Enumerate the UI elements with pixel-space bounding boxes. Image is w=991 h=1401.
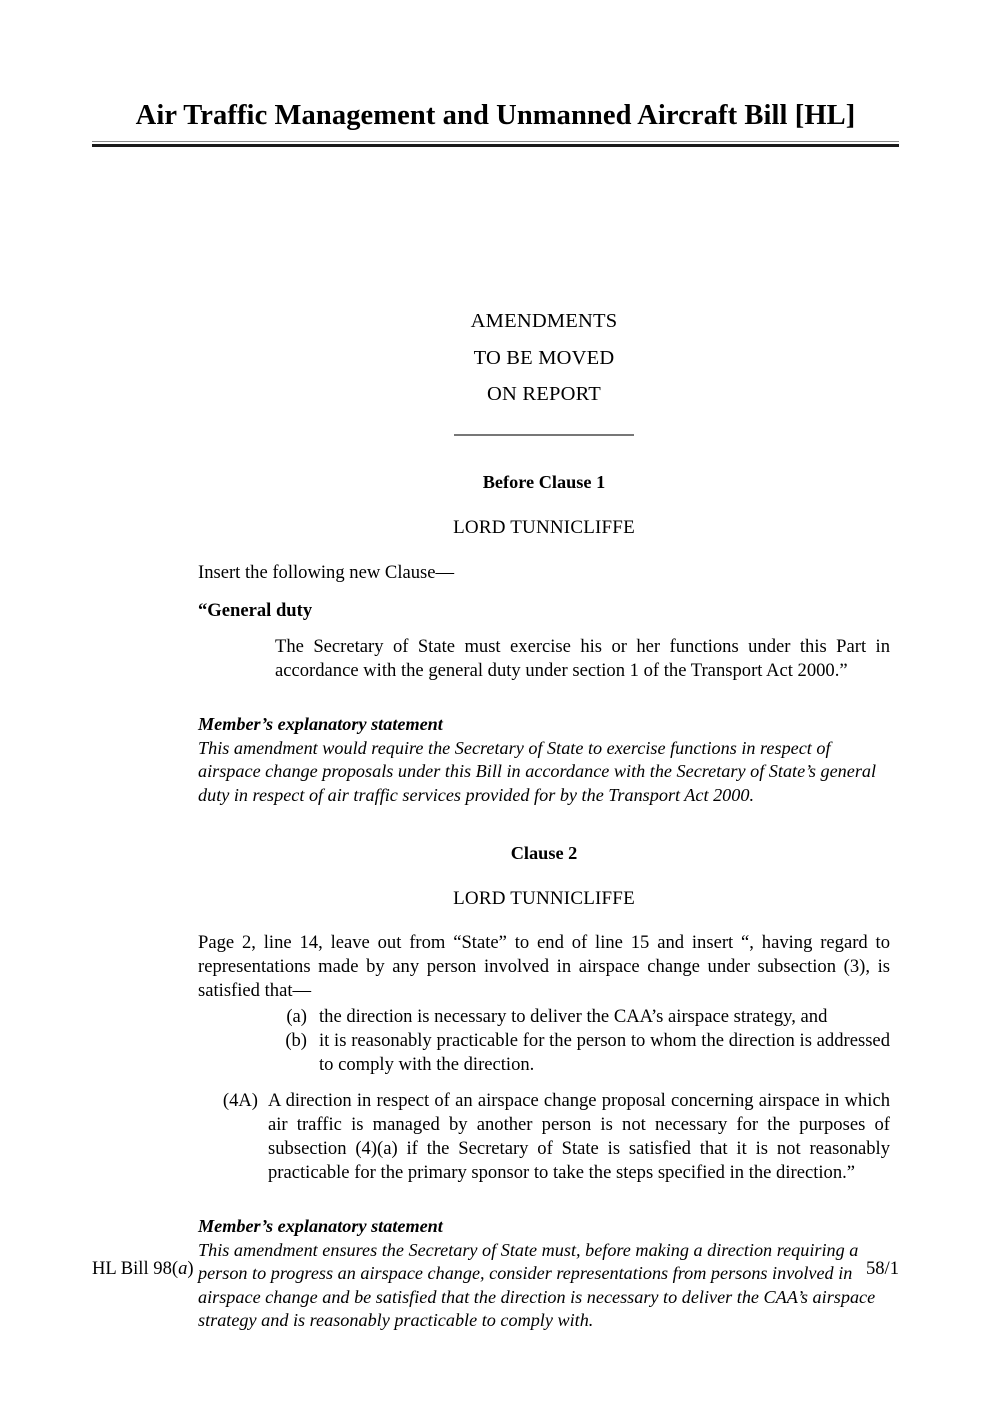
amendment-instruction: Insert the following new Clause—: [198, 562, 455, 583]
heading-on-report: ON REPORT: [487, 383, 601, 405]
explanatory-statement-title: Member’s explanatory statement: [198, 1216, 443, 1236]
title-rule-thin: [92, 141, 899, 142]
bill-reference-suffix: ): [187, 1258, 194, 1279]
bill-reference-prefix: HL Bill 98(: [92, 1258, 179, 1279]
page-number: 58/1: [865, 1258, 899, 1279]
sub-paragraph-list: [198, 1005, 890, 1077]
inserted-clause-heading: “General duty: [198, 600, 313, 621]
numbered-paragraph-text: A direction in respect of an airspace change proposal concerning airspace in which air traffic is managed by another person is not necessary for the purposes of subsection (4)(a) if the Secretary of State is satisfied that it is not reasonably practicable for the primary sponsor to take the steps specified in the direction.”: [268, 1090, 890, 1183]
document-headings: [198, 303, 890, 436]
page-title: Air Traffic Management and Unmanned Aircraft Bill [HL]: [135, 100, 856, 131]
sub-paragraph-marker: (a): [286, 1006, 307, 1027]
explanatory-statement-body: This amendment ensures the Secretary of State must, before making a direction requiring a person to progress an airspace change, consider representations from persons involved in airspace change and be satisfied that the direction is necessary to deliver the CAA’s airspace strategy and is reasonably practicable to comply with.: [198, 1239, 876, 1330]
title-block: [92, 100, 899, 147]
sub-paragraph-b: [198, 1029, 890, 1077]
numbered-paragraph-4a: [198, 1089, 890, 1185]
section-divider: [454, 434, 634, 436]
numbered-paragraph-list: [198, 1089, 890, 1185]
amendment-before-clause-1: [198, 470, 890, 807]
amendment-text: Page 2, line 14, leave out from “State” to end of line 15 and insert “, having regard to representations made by any person involved in airspace change under subsection (3), is satisfied that—: [198, 932, 890, 1001]
page-footer: [92, 1258, 899, 1280]
title-rule-thick: [92, 144, 899, 147]
bill-reference-italic: a: [178, 1258, 188, 1279]
sub-paragraph-text: the direction is necessary to deliver the CAA’s airspace strategy, and: [319, 1006, 828, 1027]
numbered-paragraph-marker: (4A): [222, 1090, 258, 1111]
clause-heading: Clause 2: [510, 843, 578, 863]
explanatory-statement-title: Member’s explanatory statement: [198, 714, 443, 734]
explanatory-statement-body: This amendment would require the Secretary of State to exercise functions in respect of airspace change proposals under this Bill in accordance with the Secretary of State’s general duty in respect of air traffic services provided for by the Transport Act 2000.: [198, 737, 877, 805]
member-name: LORD TUNNICLIFFE: [453, 517, 635, 538]
heading-to-be-moved: TO BE MOVED: [473, 346, 615, 369]
title-divider: [92, 141, 899, 147]
section-divider-wrap: [198, 434, 890, 436]
explanatory-statement: [198, 713, 890, 807]
sub-paragraph-marker: (b): [285, 1030, 307, 1051]
member-name: LORD TUNNICLIFFE: [453, 888, 635, 909]
sub-paragraph-text: it is reasonably practicable for the person to whom the direction is addressed to comply with the direction.: [319, 1030, 890, 1075]
bill-reference: [92, 1258, 194, 1280]
document-body: [198, 470, 890, 1333]
sub-paragraph-a: [198, 1005, 890, 1029]
inserted-clause-text: The Secretary of State must exercise his or her functions under this Part in accordance with the general duty under section 1 of the Transport Act 2000.”: [275, 636, 890, 681]
clause-heading: Before Clause 1: [482, 472, 606, 492]
heading-amendments: AMENDMENTS: [470, 310, 618, 332]
